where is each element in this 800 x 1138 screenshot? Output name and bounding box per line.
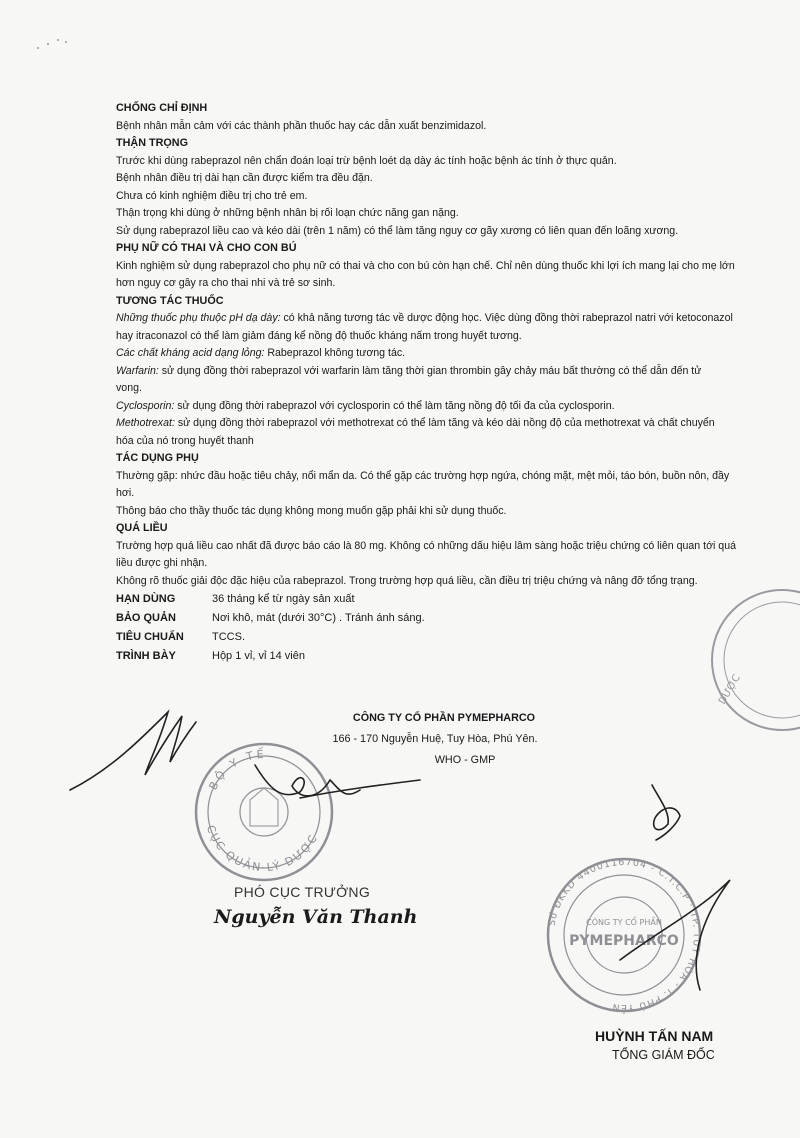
overdose-line: Trường hợp quá liều cao nhất đã được báo cáo là 80 mg. Không có những dấu hiệu lâm sàng hoặc triệu chứng có liên quan tới quá	[116, 539, 736, 552]
side-effects-heading: TÁC DỤNG PHỤ	[116, 452, 199, 464]
interaction-line: hóa của nó trong huyết thanh	[116, 434, 254, 447]
caution-line: Trước khi dùng rabeprazol nên chẩn đoán loại trừ bệnh loét dạ dày ác tính hoặc bệnh ác tính ở thực quản.	[116, 154, 617, 167]
spec-value: TCCS.	[212, 631, 245, 643]
interaction-text: sử dụng đồng thời rabeprazol với cyclosporin có thể làm tăng nồng độ tối đa của cyclosporin.	[174, 399, 615, 412]
interaction-line	[116, 363, 736, 381]
interaction-line: hay itraconazol có thể làm giảm đáng kể nồng độ thuốc kháng nấm trong huyết tương.	[116, 329, 522, 342]
interaction-line	[116, 415, 736, 433]
caution-line: Sử dụng rabeprazol liều cao và kéo dài (trên 1 năm) có thể làm tăng nguy cơ gãy xương có liên quan đến loãng xương.	[116, 224, 679, 237]
interaction-line: vong.	[116, 382, 142, 394]
company-stamp	[547, 857, 702, 1014]
edge-stamp-text: DƯỢC	[717, 672, 743, 707]
interaction-term: Những thuốc phụ thuộc pH dạ dày:	[116, 312, 281, 324]
company-stamp-ring-text: Số ĐKKD 4400116704 - C.T.C.P · TP. TUY HÒA - T. PHÚ YÊN	[546, 856, 703, 1014]
company-certification: WHO - GMP	[434, 754, 496, 766]
deputy-title: PHÓ CỤC TRƯỞNG	[234, 884, 371, 900]
overdose-heading: QUÁ LIỀU	[116, 522, 168, 534]
caution-heading: THẬN TRỌNG	[116, 137, 188, 149]
company-stamp-center-top: CÔNG TY CỔ PHẦN	[586, 918, 662, 927]
interaction-term: Warfarin:	[116, 364, 159, 377]
side-effects-line: hơi.	[116, 487, 135, 499]
interaction-line	[116, 398, 736, 416]
side-effects-line: Thường gặp: nhức đầu hoặc tiêu chảy, nổi mẩn da. Có thể gặp các trường hợp ngứa, chóng mặt, mệt mỏi, táo bón, buồn nôn, đầy	[116, 469, 730, 482]
caution-line: Bệnh nhân điều trị dài hạn cần được kiểm tra đều đặn.	[116, 172, 373, 184]
ministry-stamp	[196, 744, 332, 880]
company-block	[315, 708, 555, 771]
interaction-line	[116, 345, 736, 363]
interaction-term: Methotrexat:	[116, 417, 175, 429]
company-address: 166 - 170 Nguyễn Huệ, Tuy Hòa, Phú Yên.	[332, 733, 538, 745]
overdose-line: Không rõ thuốc giải độc đặc hiệu của rabeprazol. Trong trường hợp quá liều, cần điều trị triệu chứng và nâng đỡ tổng trạng.	[116, 574, 698, 587]
side-effects-line: Thông báo cho thầy thuốc tác dụng không mong muốn gặp phải khi sử dụng thuốc.	[116, 504, 507, 517]
paper-specks	[37, 39, 67, 49]
director-title: TỔNG GIÁM ĐỐC	[612, 1048, 715, 1062]
spec-value: Nơi khô, mát (dưới 30°C) . Tránh ánh sáng.	[212, 612, 425, 624]
caution-line: Chưa có kinh nghiệm điều trị cho trẻ em.	[116, 189, 308, 202]
interaction-text: sử dụng đồng thời rabeprazol với warfarin làm tăng thời gian thrombin gây chảy máu bất thường có thể dẫn đến tử	[158, 364, 702, 377]
spec-row	[116, 628, 736, 647]
spec-key: HẠN DÙNG	[116, 593, 176, 605]
director-name: HUỲNH TẤN NAM	[595, 1028, 714, 1044]
spec-row	[116, 590, 736, 609]
ministry-stamp-top-text: BỘ Y TẾ	[206, 747, 267, 793]
interaction-text: sử dụng đồng thời rabeprazol với methotrexat có thể làm tăng và kéo dài nồng độ của methotrexat và chất chuyển	[174, 417, 715, 429]
interaction-term: Cyclosporin:	[116, 399, 175, 412]
spec-key: TRÌNH BÀY	[116, 650, 176, 662]
caution-line: Thận trọng khi dùng ở những bệnh nhân bị rối loạn chức năng gan nặng.	[116, 207, 459, 219]
interaction-text: có khả năng tương tác về dược động học. Việc dùng đồng thời rabeprazol natri với ketoconazol	[280, 312, 733, 324]
spec-table	[116, 590, 736, 666]
interaction-text: Rabeprazol không tương tác.	[264, 347, 406, 359]
pregnancy-heading: PHỤ NỮ CÓ THAI VÀ CHO CON BÚ	[116, 242, 297, 254]
spec-value: 36 tháng kể từ ngày sản xuất	[212, 593, 355, 605]
deputy-name: Nguyễn Văn Thanh	[214, 906, 418, 928]
interactions-heading: TƯƠNG TÁC THUỐC	[116, 294, 224, 307]
pregnancy-line: hơn nguy cơ gây ra cho thai nhi và trẻ sơ sinh.	[116, 277, 336, 289]
spec-key: BẢO QUẢN	[116, 612, 176, 624]
ministry-stamp-bottom-text: CỤC QUẢN LÝ DƯỢC	[203, 823, 321, 875]
spec-row	[116, 609, 736, 628]
spec-row	[116, 647, 736, 666]
spec-key: TIÊU CHUẨN	[116, 631, 184, 643]
interaction-line	[116, 310, 736, 328]
contraindications-line: Bệnh nhân mẫn cảm với các thành phần thuốc hay các dẫn xuất benzimidazol.	[116, 119, 487, 132]
spec-value: Hộp 1 vỉ, vỉ 14 viên	[212, 650, 305, 662]
contraindications-heading: CHỐNG CHỈ ĐỊNH	[116, 102, 208, 114]
overdose-line: liều được ghi nhận.	[116, 557, 208, 569]
interaction-term: Các chất kháng acid dạng lỏng:	[116, 347, 265, 359]
pregnancy-line: Kinh nghiệm sử dụng rabeprazol cho phụ nữ có thai và cho con bú còn hạn chế. Chỉ nên dùng thuốc khi lợi ích mang lại cho mẹ lớn	[116, 259, 735, 272]
company-name: CÔNG TY CỔ PHẦN PYMEPHARCO	[352, 712, 536, 724]
company-stamp-center-main: PYMEPHARCO	[569, 933, 679, 949]
leaflet-body	[116, 100, 736, 666]
